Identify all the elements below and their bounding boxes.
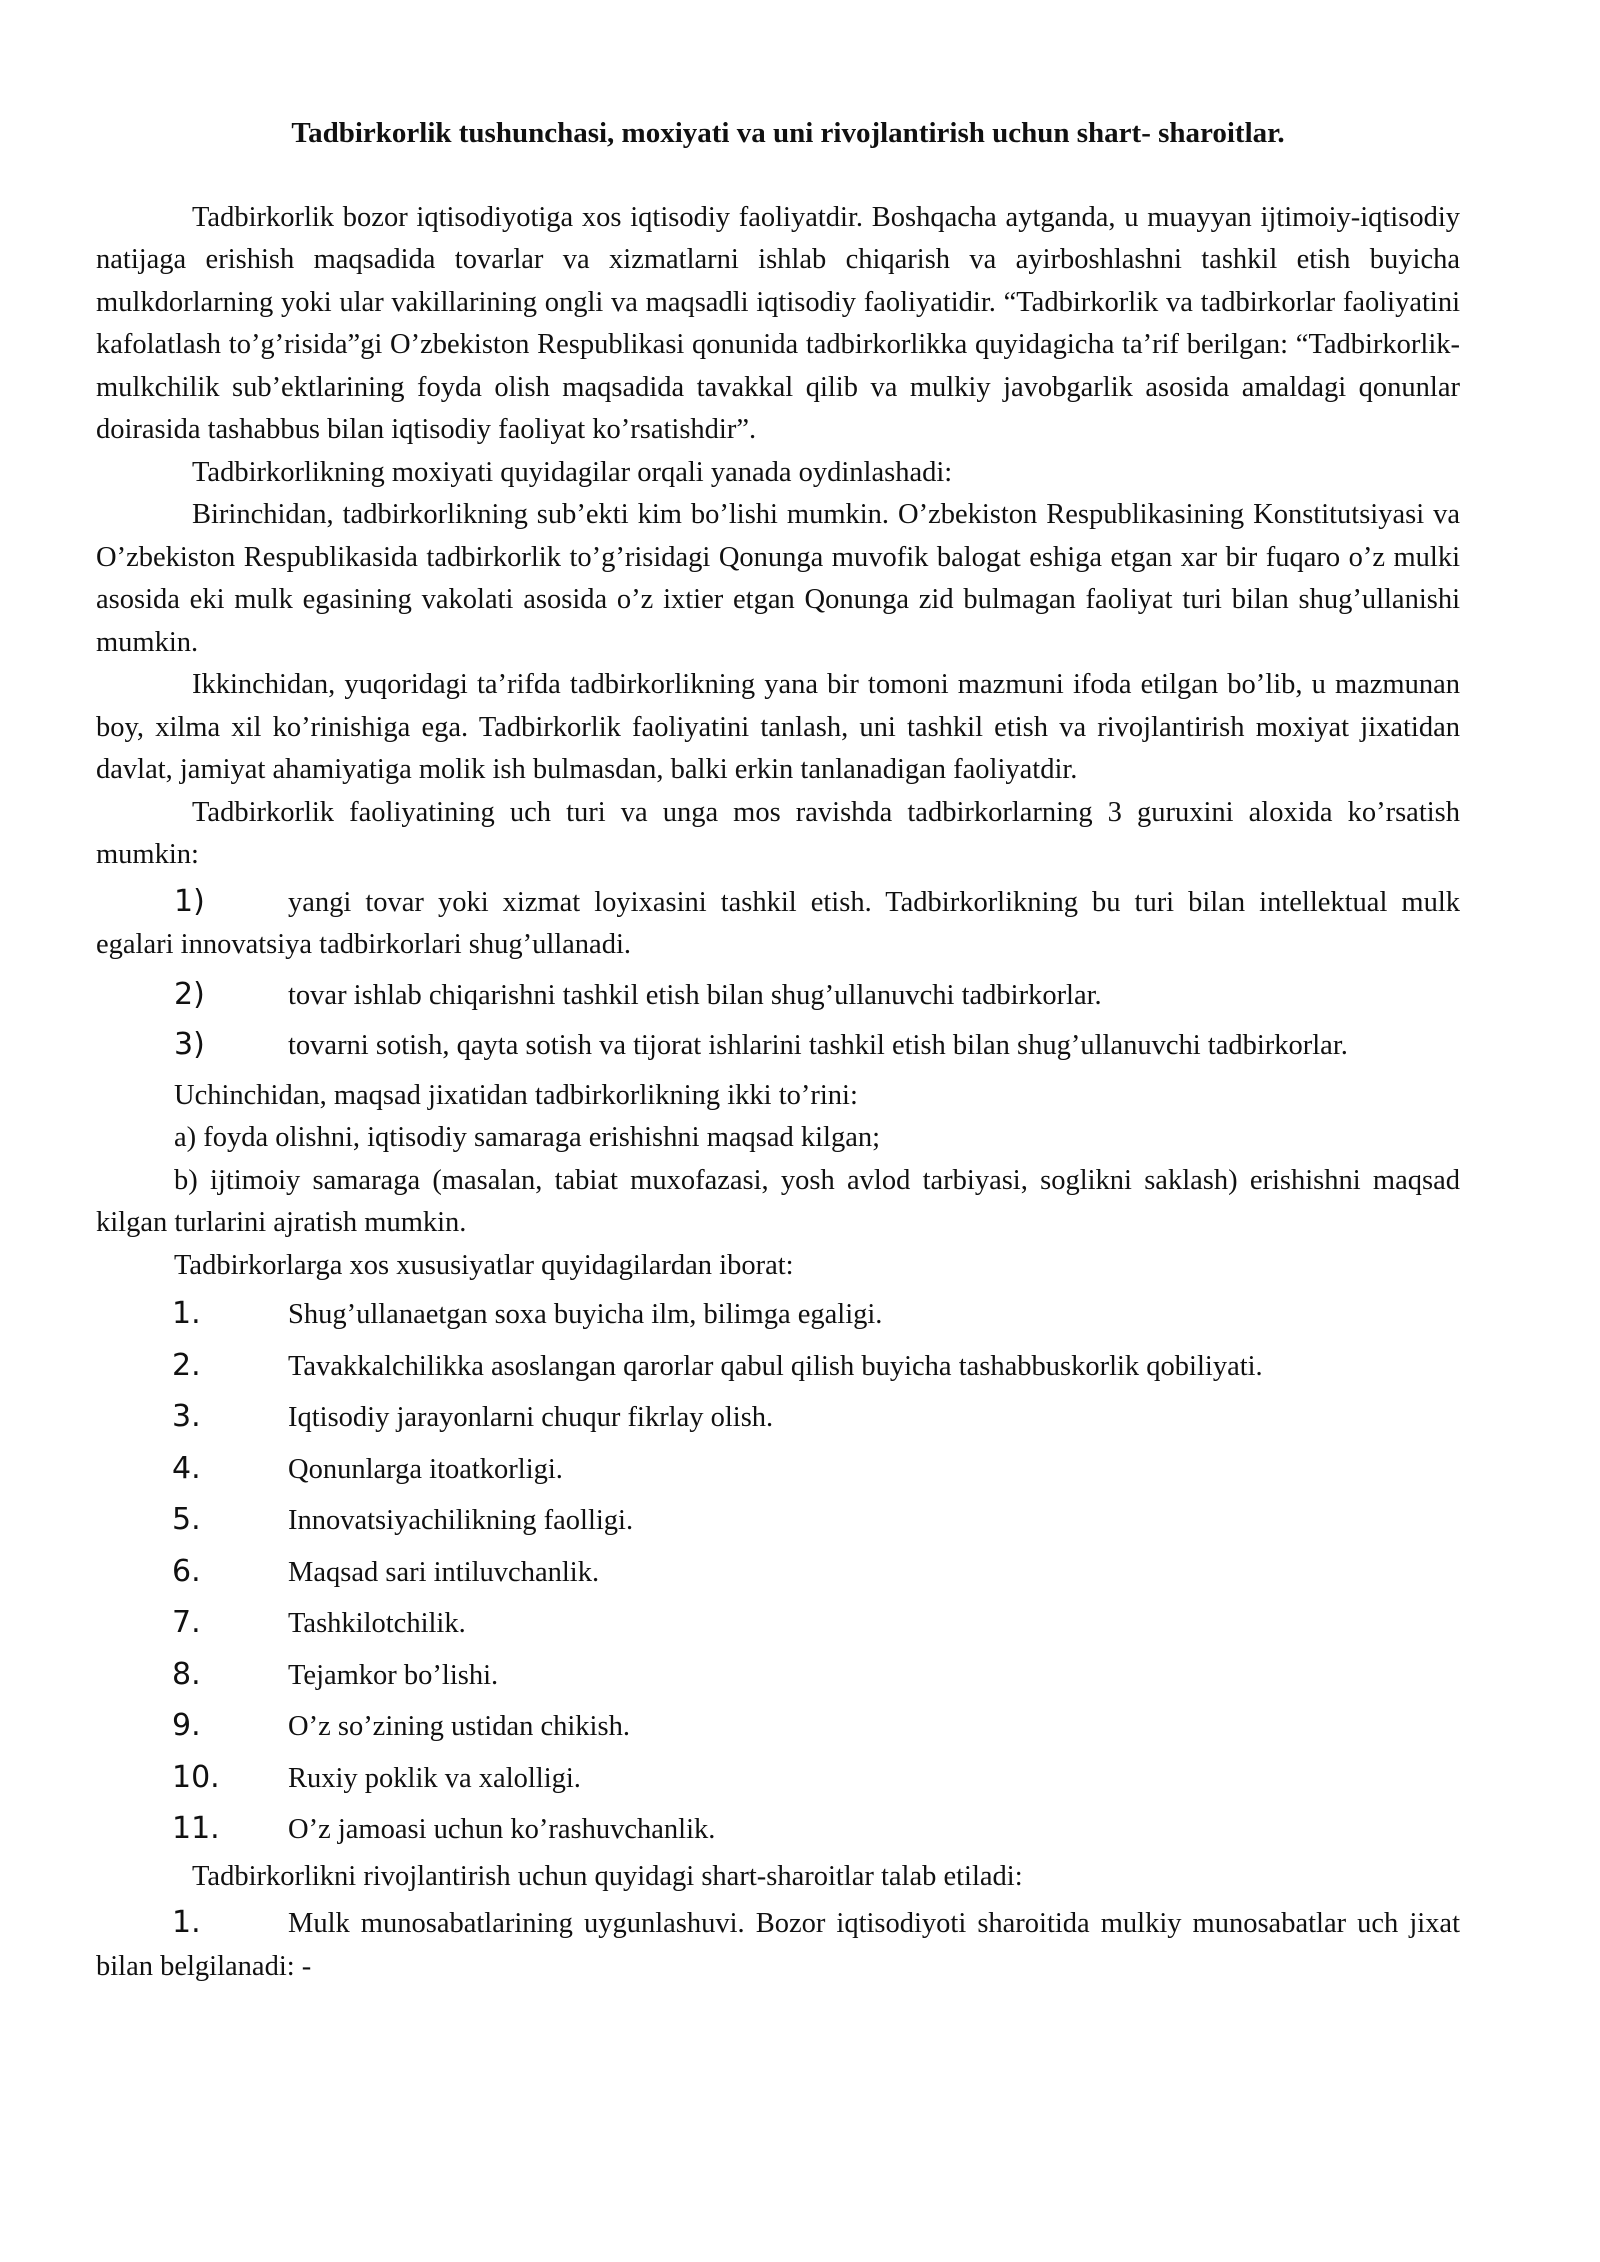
list-marker: 6.: [172, 1553, 201, 1589]
list-item-text: Tejamkor bo’lishi.: [288, 1659, 499, 1691]
list-item-text: Mulk munosabatlarining uygunlashuvi. Bozor iqtisodiyoti sharoitida mulkiy munosabatlar uch jixat bilan belgilanadi: -: [96, 1908, 1460, 1982]
list-item: [96, 1654, 1460, 1698]
paragraph-traits-intro: Tadbirkorlarga xos xususiyatlar quyidagilardan iborat:: [174, 1249, 794, 1281]
list-item: [96, 1448, 1460, 1492]
list-item-text: O’z so’zining ustidan chikish.: [288, 1711, 630, 1742]
paragraph-third-point: Uchinchidan, maqsad jixatidan tadbirkorlikning ikki to’rini:: [174, 1079, 858, 1111]
list-item: [96, 1705, 1460, 1749]
paragraph-first-point: Birinchidan, tadbirkorlikning sub’ekti kim bo’lishi mumkin. O’zbekiston Respublikasining Konstitutsiyasi va O’zbekiston Respublikasida tadbirkorlik to’g’risidagi Qonunga muvofik balogat eshiga etgan xar bir fuqaro o’z mulki asosida eki mulk egasining vakolati asosida o’z ixtier etgan Qonunga zid bulmagan faoliyat turi bilan shug’ullanishi mumkin.: [96, 499, 1460, 658]
list-item-text: Innovatsiyachilikning faolligi.: [288, 1505, 634, 1536]
list-item-text: Shug’ullanaetgan soxa buyicha ilm, bilimga egaligi.: [288, 1299, 883, 1330]
list-item: [96, 1551, 1460, 1595]
types-list: [96, 881, 1460, 1068]
paragraph-second-point: Ikkinchidan, yuqoridagi ta’rifda tadbirkorlikning yana bir tomoni mazmuni ifoda etilgan bo’lib, u mazmunan boy, xilma xil ko’rinishiga ega. Tadbirkorlik faoliyatini tanlash, uni tashkil etish va rivojlantirish moxiyat jixatidan davlat, jamiyat ahamiyatiga molik ish bulmasdan, balki erkin tanlanadigan faoliyatdir.: [96, 669, 1460, 785]
list-marker: 8.: [172, 1656, 201, 1692]
list-item: [96, 1902, 1460, 1988]
list-marker: 5.: [172, 1502, 201, 1537]
list-item-text: O’z jamoasi uchun ko’rashuvchanlik.: [288, 1814, 716, 1845]
paragraph-essence-intro: Tadbirkorlikning moxiyati quyidagilar orqali yanada oydinlashadi:: [192, 456, 953, 488]
document-title: Tadbirkorlik tushunchasi, moxiyati va uni rivojlantirish uchun shart- sharoitlar.: [291, 117, 1285, 149]
list-marker: 11.: [172, 1811, 220, 1846]
list-marker: 7.: [172, 1605, 201, 1640]
paragraph-definition: Tadbirkorlik bozor iqtisodiyotiga xos iqtisodiy faoliyatdir. Boshqacha aytganda, u muayyan ijtimoiy-iqtisodiy natijaga erishish maqsadida tovarlar va xizmatlarni ishlab chiqarish va ayirboshlashni tashkil etish buyicha mulkdorlarning yoki ular vakillarining ongli va maqsadli iqtisodiy faoliyatidir. “Tadbirkorlik va tadbirkorlar faoliyatini kafolatlash to’g’risida”gi O’zbekiston Respublikasi qonunida tadbirkorlikka quyidagicha ta’rif berilgan: “Tadbirkorlik-mulkchilik sub’ektlarining foyda olish maqsadida tavakkal qilib va mulkiy javobgarlik asosida amaldagi qonunlar doirasida tashabbus bilan iqtisodiy faoliyat ko’rsatishdir”.: [96, 201, 1460, 445]
list-item: [96, 1808, 1460, 1852]
conditions-list: [96, 1902, 1460, 1988]
list-marker: 2.: [172, 1347, 201, 1383]
list-marker: 1.: [172, 1296, 201, 1331]
list-marker: 1.: [172, 1905, 201, 1940]
paragraph-conditions-intro: Tadbirkorlikni rivojlantirish uchun quyidagi shart-sharoitlar talab etiladi:: [192, 1860, 1023, 1892]
list-item: [96, 1293, 1460, 1337]
paragraph-three-types: Tadbirkorlik faoliyatining uch turi va unga mos ravishda tadbirkorlarning 3 guruxini aloxida ko’rsatish mumkin:: [96, 796, 1460, 870]
list-item: [96, 1757, 1460, 1801]
list-marker: 9.: [172, 1708, 201, 1743]
list-item: [96, 974, 1460, 1018]
list-marker: 3): [174, 1027, 205, 1062]
paragraph-goal-a: a) foyda olishni, iqtisodiy samaraga erishishni maqsad kilgan;: [174, 1122, 881, 1153]
list-item-text: Tashkilotchilik.: [288, 1608, 466, 1639]
list-marker: 3.: [172, 1399, 201, 1434]
list-item: [96, 1345, 1460, 1389]
list-item: [96, 1024, 1460, 1068]
list-item-text: Maqsad sari intiluvchanlik.: [288, 1556, 600, 1588]
list-marker: 1): [174, 883, 205, 919]
list-item-text: Tavakkalchilikka asoslangan qarorlar qabul qilish buyicha tashabbuskorlik qobiliyati.: [288, 1350, 1263, 1382]
list-item-text: Ruxiy poklik va xalolligi.: [288, 1762, 581, 1794]
list-item-text: Qonunlarga itoatkorligi.: [288, 1453, 563, 1485]
list-marker: 10.: [172, 1759, 220, 1795]
paragraph-goal-b: b) ijtimoiy samaraga (masalan, tabiat muxofazasi, yosh avlod tarbiyasi, soglikni saklash) erishishni maqsad kilgan turlarini ajratish mumkin.: [96, 1164, 1460, 1238]
list-item: [96, 1499, 1460, 1543]
traits-list: [96, 1293, 1460, 1852]
list-item-text: tovar ishlab chiqarishni tashkil etish bilan shug’ullanuvchi tadbirkorlar.: [288, 979, 1102, 1011]
list-item: [96, 1396, 1460, 1440]
list-marker: 4.: [172, 1450, 201, 1486]
list-item: [96, 1602, 1460, 1646]
list-item: [96, 881, 1460, 967]
list-item-text: yangi tovar yoki xizmat loyixasini tashkil etish. Tadbirkorlikning bu turi bilan intellektual mulk egalari innovatsiya tadbirkorlari shug’ullanadi.: [96, 886, 1460, 960]
document-page: [96, 112, 1460, 1996]
list-item-text: tovarni sotish, qayta sotish va tijorat ishlarini tashkil etish bilan shug’ullanuvchi tadbirkorlar.: [288, 1030, 1348, 1061]
list-marker: 2): [174, 976, 205, 1012]
list-item-text: Iqtisodiy jarayonlarni chuqur fikrlay olish.: [288, 1402, 774, 1433]
